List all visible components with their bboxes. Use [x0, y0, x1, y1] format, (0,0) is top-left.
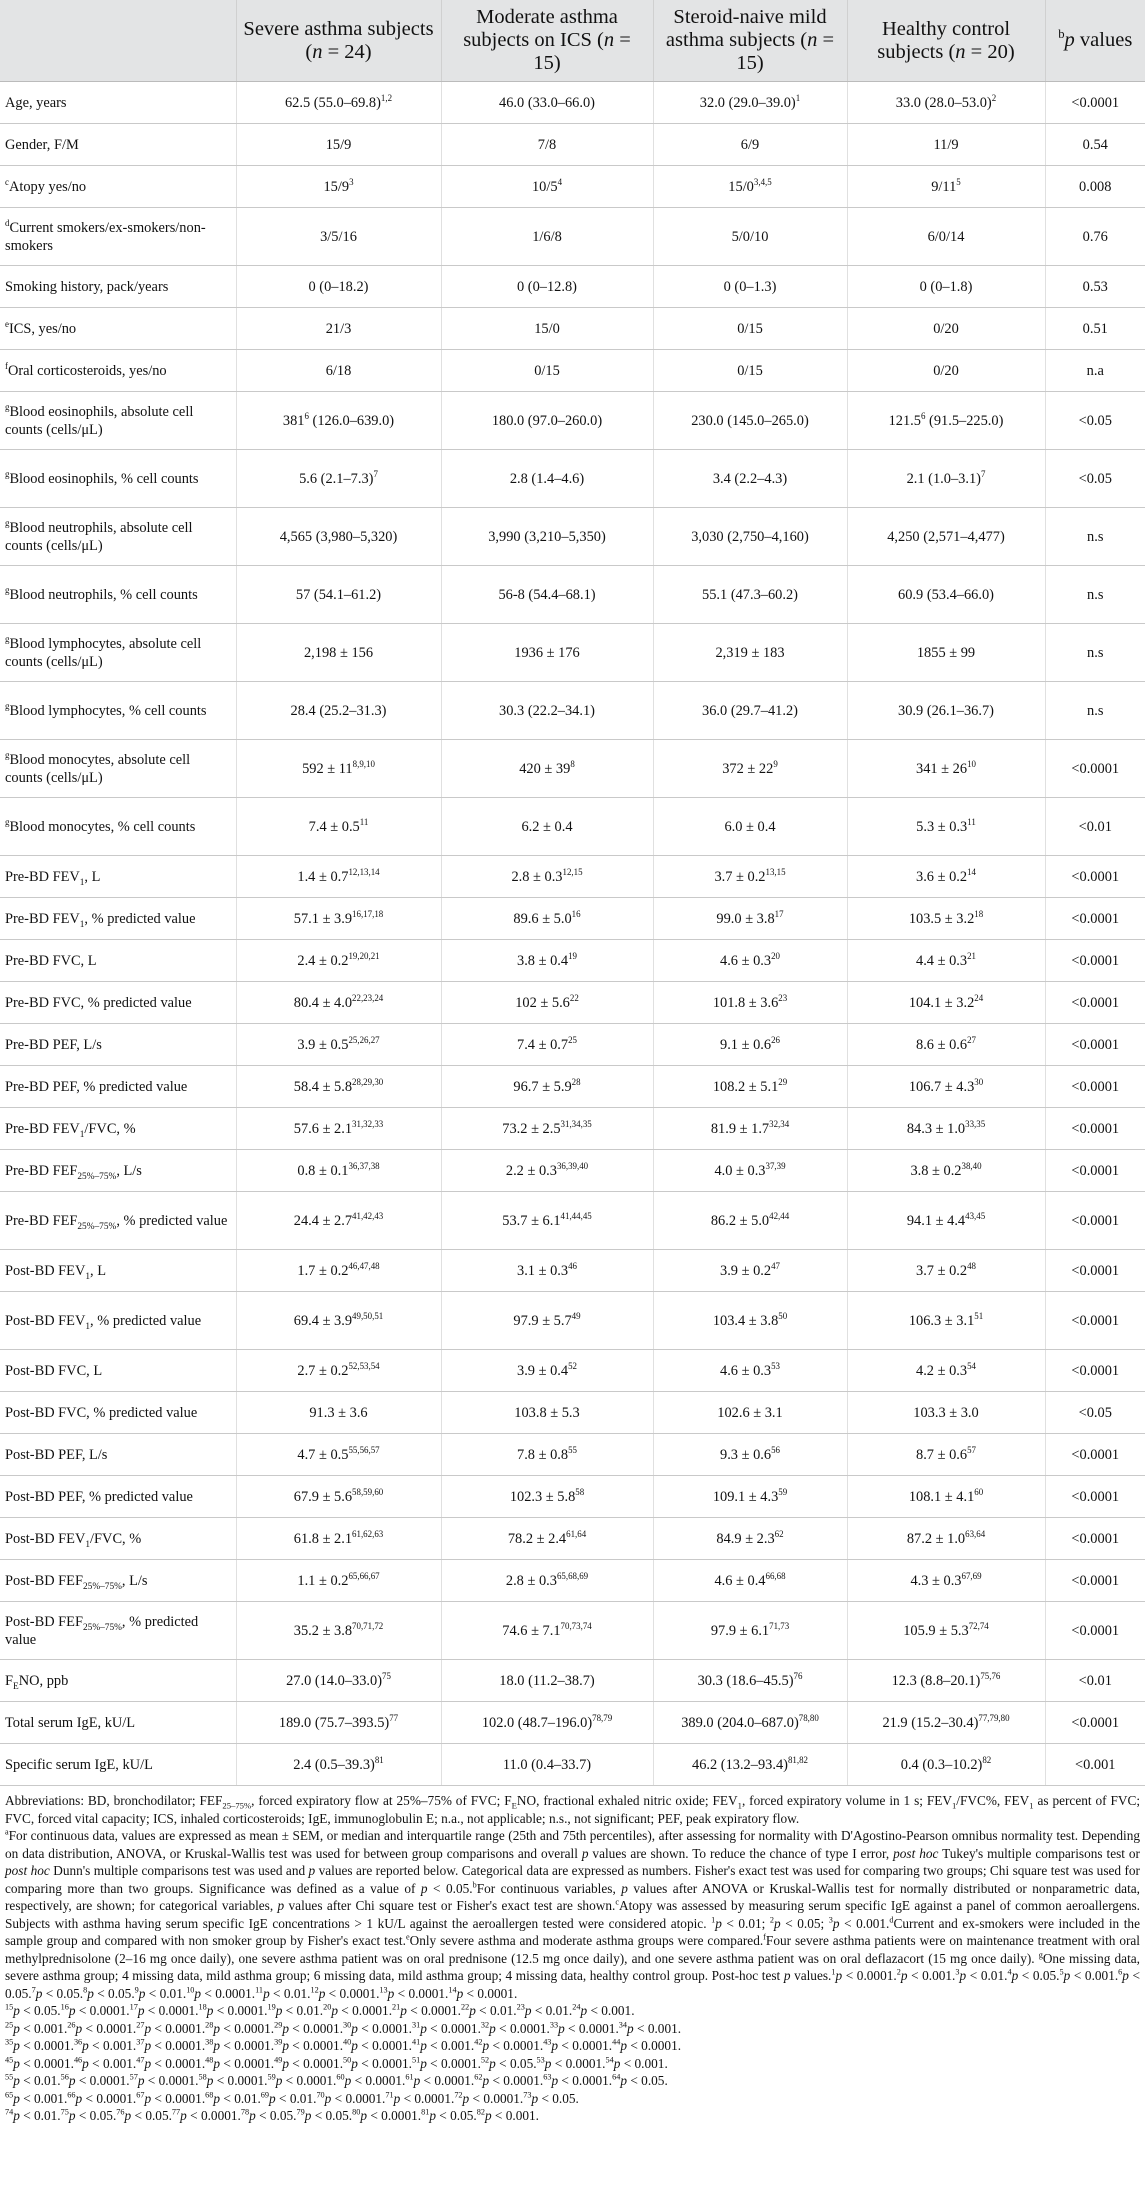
severe-asthma-value: $35.2 \pm 3.8^{70,71,72}$	[236, 1602, 441, 1660]
healthy-control-value: 12.3 $(8.8-20.1)^{75,76}$	[847, 1660, 1045, 1702]
row-label: $^g$Blood monocytes, absolute cell counts (cells/μL)	[0, 740, 236, 798]
healthy-control-value: 121.5$^6$ (91.5–225.0)	[847, 392, 1045, 450]
moderate-asthma-value: 30.3 (22.2–34.1)	[441, 682, 653, 740]
mild-asthma-value: $86.2 \pm 5.0^{42,44}$	[653, 1192, 847, 1250]
mild-asthma-value: 6.0 ± 0.4	[653, 798, 847, 856]
moderate-asthma-value: 18.0 (11.2–38.7)	[441, 1660, 653, 1702]
healthy-control-value: $108.1 \pm 4.1^{60}$	[847, 1476, 1045, 1518]
healthy-control-value: 4,250 (2,571–4,477)	[847, 508, 1045, 566]
healthy-control-value: $341 \pm 26^{10}$	[847, 740, 1045, 798]
healthy-control-value: $8.7 \pm 0.6^{57}$	[847, 1434, 1045, 1476]
severe-asthma-value: $1.4 \pm 0.7^{12,13,14}$	[236, 856, 441, 898]
moderate-asthma-value: 3,990 (3,210–5,350)	[441, 508, 653, 566]
healthy-control-value: 0/20	[847, 308, 1045, 350]
severe-asthma-value: $4.7 \pm 0.5^{55,56,57}$	[236, 1434, 441, 1476]
mild-asthma-value: 389.0 $(204.0-687.0)^{78,80}$	[653, 1702, 847, 1744]
p-value: <0.0001	[1045, 1702, 1145, 1744]
table-row	[0, 682, 1145, 740]
healthy-control-value: $104.1 \pm 3.2^{24}$	[847, 982, 1045, 1024]
row-label: $^c$Atopy yes/no	[0, 166, 236, 208]
mild-asthma-value: $99.0 \pm 3.8^{17}$	[653, 898, 847, 940]
severe-asthma-value: $2.7 \pm 0.2^{52,53,54}$	[236, 1350, 441, 1392]
mild-asthma-value: $9.1 \pm 0.6^{26}$	[653, 1024, 847, 1066]
row-label: Smoking history, pack/years	[0, 266, 236, 308]
table-row	[0, 1350, 1145, 1392]
table-row	[0, 82, 1145, 124]
header-p-values: $^b$p values	[1045, 0, 1145, 82]
healthy-control-value: $4.2 \pm 0.3^{54}$	[847, 1350, 1045, 1392]
table-body	[0, 82, 1145, 1786]
moderate-asthma-value: $3.9 \pm 0.4^{52}$	[441, 1350, 653, 1392]
severe-asthma-value: $80.4 \pm 4.0^{22,23,24}$	[236, 982, 441, 1024]
mild-asthma-value: $4.6 \pm 0.3^{20}$	[653, 940, 847, 982]
p-value: 0.76	[1045, 208, 1145, 266]
moderate-asthma-value: 46.0 (33.0–66.0)	[441, 82, 653, 124]
row-label: $^g$Blood eosinophils, % cell counts	[0, 450, 236, 508]
p-value: <0.05	[1045, 450, 1145, 508]
row-label: $^e$ICS, yes/no	[0, 308, 236, 350]
healthy-control-value: 1855 ± 99	[847, 624, 1045, 682]
healthy-control-value: 11/9	[847, 124, 1045, 166]
header-moderate-asthma: Moderate asthma subjects on ICS (n = 15)	[441, 0, 653, 82]
table-row	[0, 940, 1145, 982]
severe-asthma-value: $3.9 \pm 0.5^{25,26,27}$	[236, 1024, 441, 1066]
severe-asthma-value: $61.8 \pm 2.1^{61,62,63}$	[236, 1518, 441, 1560]
healthy-control-value: $105.9 \pm 5.3^{72,74}$	[847, 1602, 1045, 1660]
severe-asthma-value: 4,565 (3,980–5,320)	[236, 508, 441, 566]
healthy-control-value: $3.6 \pm 0.2^{14}$	[847, 856, 1045, 898]
mild-asthma-value: $101.8 \pm 3.6^{23}$	[653, 982, 847, 1024]
p-value: n.s	[1045, 682, 1145, 740]
row-label: Pre-BD $FEF_{25\%-75\%}$, % predicted value	[0, 1192, 236, 1250]
p-value: n.s	[1045, 566, 1145, 624]
table-row	[0, 1744, 1145, 1786]
mild-asthma-value: $3.7 \pm 0.2^{13,15}$	[653, 856, 847, 898]
severe-asthma-value: $1.1 \pm 0.2^{65,66,67}$	[236, 1560, 441, 1602]
row-label: $^g$Blood neutrophils, absolute cell counts (cells/μL)	[0, 508, 236, 566]
row-label: Post-BD $FEV_1$, % predicted value	[0, 1292, 236, 1350]
moderate-asthma-value: $102.3 \pm 5.8^{58}$	[441, 1476, 653, 1518]
severe-asthma-value: 15/9	[236, 124, 441, 166]
table-row	[0, 208, 1145, 266]
table-row	[0, 1560, 1145, 1602]
mild-asthma-value: $81.9 \pm 1.7^{32,34}$	[653, 1108, 847, 1150]
mild-asthma-value: $109.1 \pm 4.3^{59}$	[653, 1476, 847, 1518]
healthy-control-value: $4.4 \pm 0.3^{21}$	[847, 940, 1045, 982]
mild-asthma-value: 6/9	[653, 124, 847, 166]
header-severe-asthma: Severe asthma subjects (n = 24)	[236, 0, 441, 82]
moderate-asthma-value: $78.2 \pm 2.4^{61,64}$	[441, 1518, 653, 1560]
mild-asthma-value: 15/0$^{3,4,5}$	[653, 166, 847, 208]
header-healthy-control: Healthy control subjects (n = 20)	[847, 0, 1045, 82]
p-value: <0.05	[1045, 1392, 1145, 1434]
row-label: $^g$Blood lymphocytes, absolute cell counts (cells/μL)	[0, 624, 236, 682]
row-label: Pre-BD PEF, L/s	[0, 1024, 236, 1066]
moderate-asthma-value: $73.2 \pm 2.5^{31,34,35}$	[441, 1108, 653, 1150]
table-row	[0, 450, 1145, 508]
row-label: Post-BD FVC, L	[0, 1350, 236, 1392]
table-row	[0, 508, 1145, 566]
table-row	[0, 350, 1145, 392]
severe-asthma-value: 3/5/16	[236, 208, 441, 266]
moderate-asthma-value: $2.2 \pm 0.3^{36,39,40}$	[441, 1150, 653, 1192]
moderate-asthma-value: 103.8 ± 5.3	[441, 1392, 653, 1434]
mild-asthma-value: 230.0 (145.0–265.0)	[653, 392, 847, 450]
row-label: $F_ENO$, ppb	[0, 1660, 236, 1702]
severe-asthma-value: 6/18	[236, 350, 441, 392]
healthy-control-value: $87.2 \pm 1.0^{63,64}$	[847, 1518, 1045, 1560]
header-mild-asthma: Steroid-naive mild asthma subjects (n = 15)	[653, 0, 847, 82]
mild-asthma-value: $9.3 \pm 0.6^{56}$	[653, 1434, 847, 1476]
row-label: Post-BD $FEV_1$, L	[0, 1250, 236, 1292]
row-label: $^f$Oral corticosteroids, yes/no	[0, 350, 236, 392]
moderate-asthma-value: 56-8 (54.4–68.1)	[441, 566, 653, 624]
row-label: Pre-BD $FEF_{25\%-75\%}$, L/s	[0, 1150, 236, 1192]
moderate-asthma-value: $7.8 \pm 0.8^{55}$	[441, 1434, 653, 1476]
healthy-control-value: 21.9 $(15.2-30.4)^{77,79,80}$	[847, 1702, 1045, 1744]
mild-asthma-value: 55.1 (47.3–60.2)	[653, 566, 847, 624]
p-value: 0.53	[1045, 266, 1145, 308]
severe-asthma-value: 21/3	[236, 308, 441, 350]
row-label: $^g$Blood monocytes, % cell counts	[0, 798, 236, 856]
p-value: <0.0001	[1045, 1250, 1145, 1292]
table-row	[0, 740, 1145, 798]
severe-asthma-value: $57.6 \pm 2.1^{31,32,33}$	[236, 1108, 441, 1150]
p-value: 0.54	[1045, 124, 1145, 166]
healthy-control-value: $9/11^5$	[847, 166, 1045, 208]
mild-asthma-value: 0/15	[653, 308, 847, 350]
p-value: <0.0001	[1045, 1024, 1145, 1066]
severe-asthma-value: 27.0 $(14.0-33.0)^{75}$	[236, 1660, 441, 1702]
moderate-asthma-value: 7/8	[441, 124, 653, 166]
moderate-asthma-value: 15/0	[441, 308, 653, 350]
row-label: $^g$Blood neutrophils, % cell counts	[0, 566, 236, 624]
p-value: n.a	[1045, 350, 1145, 392]
moderate-asthma-value: $2.8 \pm 0.3^{65,68,69}$	[441, 1560, 653, 1602]
moderate-asthma-value: $3.8 \pm 0.4^{19}$	[441, 940, 653, 982]
table-row	[0, 898, 1145, 940]
healthy-control-value: $103.5 \pm 3.2^{18}$	[847, 898, 1045, 940]
footnote-methods: $^a$For continuous data, values are expressed as mean ± SEM, or median and interquartile range (25th and 75th percentiles), after assessing for normality with D'Agostino-Pearson omnibus normality test. Depending on data distribution, ANOVA, or Kruskal-Wallis test was used for between group comparisons and overall p values are shown. To reduce the chance of type I error, post hoc Tukey's multiple comparisons test or post hoc Dunn's multiple comparisons test was used and p values are reported below. Categorical data are expressed as numbers. Fisher's exact test was used for comparing two groups; Chi square test was used for comparing more than two groups. Significance was defined as a value of p < 0.05.$^b$For continuous variables, p values after ANOVA or Kruskal-Wallis test for normally distributed or nonparametric data, respectively, are shown; for categorical variables, p values after Chi square test or Fisher's exact test are shown.$^c$Atopy was assessed by measuring serum specific IgE against a panel of common aeroallergens. Subjects with asthma having serum specific IgE concentrations > 1 kU/L against the aeroallergen tested were considered atopic. $^1$p < 0.01; $^2$p < 0.05; $^3$p < 0.001.$^d$Current and ex-smokers were included in the sample group and compared with non smoker group by Fisher's exact test.$^e$Only severe asthma and moderate asthma groups were compared.$^f$Four severe asthma patients were on maintenance treatment with oral methylprednisolone (2–16 mg once daily), one severe asthma patient was on oral prednisone (12.5 mg once daily), and one severe asthma patient was on oral deflazacort (15 mg once daily). $^g$One missing data, severe asthma group; 4 missing data, mild asthma group; 6 missing data, mild asthma group; 4 missing data, healthy control group. Post-hoc test p values.$^1$p < 0.0001.$^2$p < 0.001.$^3$p < 0.01.$^4$p < 0.05.$^5$p < 0.001.$^6$p < 0.05.$^7$p < 0.05.$^8$p < 0.05.$^9$p < 0.01.10p < 0.0001.11p < 0.01.12p < 0.0001.13p < 0.0001.14p < 0.0001.	[5, 1827, 1141, 2001]
p-value: <0.0001	[1045, 1350, 1145, 1392]
healthy-control-value: $3.7 \pm 0.2^{48}$	[847, 1250, 1045, 1292]
table-row	[0, 392, 1145, 450]
mild-asthma-value: $97.9 \pm 6.1^{71,73}$	[653, 1602, 847, 1660]
row-label: $^d$Current smokers/ex-smokers/non-smokers	[0, 208, 236, 266]
row-label: Post-BD PEF, % predicted value	[0, 1476, 236, 1518]
row-label: Pre-BD PEF, % predicted value	[0, 1066, 236, 1108]
severe-asthma-value: $58.4 \pm 5.8^{28,29,30}$	[236, 1066, 441, 1108]
moderate-asthma-value: $74.6 \pm 7.1^{70,73,74}$	[441, 1602, 653, 1660]
table-row	[0, 1192, 1145, 1250]
severe-asthma-value: 189.0 $(75.7-393.5)^{77}$	[236, 1702, 441, 1744]
footnote-line: $^{65}$p < 0.001.66p < 0.0001.67p < 0.0001.68p < 0.01.69p < 0.01.70p < 0.0001.71p < 0.0001.72p < 0.0001.73p < 0.05.	[5, 2090, 579, 2106]
row-label: Pre-BD FVC, L	[0, 940, 236, 982]
healthy-control-value: $84.3 \pm 1.0^{33,35}$	[847, 1108, 1045, 1150]
p-value: <0.0001	[1045, 1476, 1145, 1518]
severe-asthma-value: $67.9 \pm 5.6^{58,59,60}$	[236, 1476, 441, 1518]
row-label: Pre-BD FVC, % predicted value	[0, 982, 236, 1024]
p-value: n.s	[1045, 624, 1145, 682]
severe-asthma-value: $381^6$ (126.0–639.0)	[236, 392, 441, 450]
p-value: 0.008	[1045, 166, 1145, 208]
mild-asthma-value: $4.0 \pm 0.3^{37,39}$	[653, 1150, 847, 1192]
p-value: <0.01	[1045, 1660, 1145, 1702]
table-row	[0, 624, 1145, 682]
healthy-control-value: $8.6 \pm 0.6^{27}$	[847, 1024, 1045, 1066]
healthy-control-value: 0 (0–1.8)	[847, 266, 1045, 308]
row-label: Pre-BD $FEV_1$, % predicted value	[0, 898, 236, 940]
mild-asthma-value: $3.9 \pm 0.2^{47}$	[653, 1250, 847, 1292]
row-label: Gender, F/M	[0, 124, 236, 166]
row-label: Post-BD $FEV_1$/FVC, %	[0, 1518, 236, 1560]
table-row	[0, 1518, 1145, 1560]
mild-asthma-value: 3,030 (2,750–4,160)	[653, 508, 847, 566]
healthy-control-value: 0/20	[847, 350, 1045, 392]
header-variable	[0, 0, 236, 82]
moderate-asthma-value: 11.0 (0.4–33.7)	[441, 1744, 653, 1786]
p-value: <0.0001	[1045, 1108, 1145, 1150]
severe-asthma-value: 28.4 (25.2–31.3)	[236, 682, 441, 740]
mild-asthma-value: $84.9 \pm 2.3^{62}$	[653, 1518, 847, 1560]
moderate-asthma-value: 0 (0–12.8)	[441, 266, 653, 308]
table-header-row	[0, 0, 1145, 82]
row-label: $^g$Blood lymphocytes, % cell counts	[0, 682, 236, 740]
table-row	[0, 1150, 1145, 1192]
moderate-asthma-value: 1936 ± 176	[441, 624, 653, 682]
healthy-control-value: $106.7 \pm 4.3^{30}$	[847, 1066, 1045, 1108]
moderate-asthma-value: 2.8 (1.4–4.6)	[441, 450, 653, 508]
row-label: Post-BD $FEF_{25\%-75\%}$, L/s	[0, 1560, 236, 1602]
healthy-control-value: 60.9 (53.4–66.0)	[847, 566, 1045, 624]
p-value: <0.0001	[1045, 1560, 1145, 1602]
severe-asthma-value: $1.7 \pm 0.2^{46,47,48}$	[236, 1250, 441, 1292]
p-value: <0.0001	[1045, 856, 1145, 898]
moderate-asthma-value: 0/15	[441, 350, 653, 392]
p-value: <0.01	[1045, 798, 1145, 856]
row-label: Total serum IgE, kU/L	[0, 1702, 236, 1744]
moderate-asthma-value: $96.7 \pm 5.9^{28}$	[441, 1066, 653, 1108]
moderate-asthma-value: 180.0 (97.0–260.0)	[441, 392, 653, 450]
row-label: Pre-BD $FEV_1$, L	[0, 856, 236, 898]
healthy-control-value: 2.1 $(1.0-3.1)^7$	[847, 450, 1045, 508]
severe-asthma-value: 5.6 $(2.1-7.3)^7$	[236, 450, 441, 508]
p-value: <0.0001	[1045, 1292, 1145, 1350]
mild-asthma-value: 5/0/10	[653, 208, 847, 266]
p-value: <0.0001	[1045, 1434, 1145, 1476]
severe-asthma-value: 2.4 $(0.5-39.3)^{81}$	[236, 1744, 441, 1786]
healthy-control-value: $94.1 \pm 4.4^{43,45}$	[847, 1192, 1045, 1250]
severe-asthma-value: $69.4 \pm 3.9^{49,50,51}$	[236, 1292, 441, 1350]
healthy-control-value: 0.4 $(0.3-10.2)^{82}$	[847, 1744, 1045, 1786]
p-value: <0.0001	[1045, 1192, 1145, 1250]
table-row	[0, 124, 1145, 166]
severe-asthma-value: $0.8 \pm 0.1^{36,37,38}$	[236, 1150, 441, 1192]
footnote-line: $^{55}$p < 0.01.56p < 0.0001.57p < 0.0001.58p < 0.0001.59p < 0.0001.60p < 0.0001.61p < 0.0001.62p < 0.0001.63p < 0.0001.64p < 0.05.	[5, 2072, 668, 2088]
mild-asthma-value: $4.6 \pm 0.3^{53}$	[653, 1350, 847, 1392]
severe-asthma-value: 91.3 ± 3.6	[236, 1392, 441, 1434]
footnote-abbreviations: Abbreviations: BD, bronchodilator; $FEF_{25-75\%}$, forced expiratory flow at 25%–75% of FVC; $F_ENO$, fractional exhaled nitric oxide; $FEV_1$, forced expiratory volume in 1 s; $FEV_1/FVC\%$, $FEV_1$ as percent of FVC; FVC, forced vital capacity; ICS, inhaled corticosteroids; IgE, immunoglobulin E; n.a., not applicable; n.s., not significant; PEF, peak expiratory flow.	[5, 1793, 1141, 1826]
moderate-asthma-value: $53.7 \pm 6.1^{41,44,45}$	[441, 1192, 653, 1250]
table-row	[0, 1660, 1145, 1702]
table-row	[0, 566, 1145, 624]
moderate-asthma-value: $89.6 \pm 5.0^{16}$	[441, 898, 653, 940]
table-row	[0, 982, 1145, 1024]
severe-asthma-value: $2.4 \pm 0.2^{19,20,21}$	[236, 940, 441, 982]
table-row	[0, 798, 1145, 856]
table-row	[0, 1250, 1145, 1292]
severe-asthma-value: $7.4 \pm 0.5^{11}$	[236, 798, 441, 856]
severe-asthma-value: 0 (0–18.2)	[236, 266, 441, 308]
moderate-asthma-value: 102.0 $(48.7-196.0)^{78,79}$	[441, 1702, 653, 1744]
footnote-line: $^{25}$p < 0.001.26p < 0.0001.27p < 0.0001.28p < 0.0001.29p < 0.0001.30p < 0.0001.31p < 0.0001.32p < 0.0001.33p < 0.0001.34p < 0.001.	[5, 2020, 682, 2036]
healthy-control-value: 33.0 $(28.0-53.0)^2$	[847, 82, 1045, 124]
p-value: <0.0001	[1045, 1602, 1145, 1660]
row-label: Post-BD FVC, % predicted value	[0, 1392, 236, 1434]
severe-asthma-value: 57 (54.1–61.2)	[236, 566, 441, 624]
table-row	[0, 266, 1145, 308]
mild-asthma-value: 46.2 $(13.2-93.4)^{81,82}$	[653, 1744, 847, 1786]
p-value: n.s	[1045, 508, 1145, 566]
table-row	[0, 1392, 1145, 1434]
footnote-line: $^{74}$p < 0.01.75p < 0.05.76p < 0.05.77p < 0.0001.78p < 0.05.79p < 0.05.80p < 0.0001.81p < 0.05.82p < 0.001.	[5, 2107, 539, 2123]
row-label: Post-BD $FEF_{25\%-75\%}$, % predicted value	[0, 1602, 236, 1660]
mild-asthma-value: 30.3 $(18.6-45.5)^{76}$	[653, 1660, 847, 1702]
mild-asthma-value: $108.2 \pm 5.1^{29}$	[653, 1066, 847, 1108]
table-row	[0, 1476, 1145, 1518]
healthy-control-value: $5.3 \pm 0.3^{11}$	[847, 798, 1045, 856]
footnote-line: $^{45}$p < 0.0001.46p < 0.001.47p < 0.0001.48p < 0.0001.49p < 0.0001.50p < 0.0001.51p < 0.0001.52p < 0.05.53p < 0.0001.54p < 0.001.	[5, 2055, 668, 2071]
moderate-asthma-value: $10/5^4$	[441, 166, 653, 208]
row-label: Pre-BD $FEV_1$/FVC, %	[0, 1108, 236, 1150]
p-value: <0.0001	[1045, 940, 1145, 982]
p-value: <0.0001	[1045, 982, 1145, 1024]
p-value: <0.0001	[1045, 1066, 1145, 1108]
p-value: <0.001	[1045, 1744, 1145, 1786]
severe-asthma-value: 2,198 ± 156	[236, 624, 441, 682]
p-value: <0.05	[1045, 392, 1145, 450]
table-row	[0, 308, 1145, 350]
healthy-control-value: 30.9 (26.1–36.7)	[847, 682, 1045, 740]
healthy-control-value: $3.8 \pm 0.2^{38,40}$	[847, 1150, 1045, 1192]
table-row	[0, 1108, 1145, 1150]
p-value: 0.51	[1045, 308, 1145, 350]
p-value: <0.0001	[1045, 898, 1145, 940]
mild-asthma-value: $4.6 \pm 0.4^{66,68}$	[653, 1560, 847, 1602]
table-row	[0, 1066, 1145, 1108]
mild-asthma-value: 3.4 (2.2–4.3)	[653, 450, 847, 508]
mild-asthma-value: 0/15	[653, 350, 847, 392]
row-label: $^g$Blood eosinophils, absolute cell counts (cells/μL)	[0, 392, 236, 450]
p-value: <0.0001	[1045, 1518, 1145, 1560]
row-label: Specific serum IgE, kU/L	[0, 1744, 236, 1786]
moderate-asthma-value: $102 \pm 5.6^{22}$	[441, 982, 653, 1024]
footnote-line: $^{15}$p < 0.05.16p < 0.0001.17p < 0.0001.18p < 0.0001.19p < 0.01.20p < 0.0001.21p < 0.0001.22p < 0.01.23p < 0.01.24p < 0.001.	[5, 2002, 635, 2018]
p-value: <0.0001	[1045, 1150, 1145, 1192]
mild-asthma-value: 102.6 ± 3.1	[653, 1392, 847, 1434]
moderate-asthma-value: $7.4 \pm 0.7^{25}$	[441, 1024, 653, 1066]
footnote-posthoc-p-values	[5, 2002, 1140, 2125]
table-row	[0, 1602, 1145, 1660]
healthy-control-value: 6/0/14	[847, 208, 1045, 266]
moderate-asthma-value: $420 \pm 39^8$	[441, 740, 653, 798]
row-label: Post-BD PEF, L/s	[0, 1434, 236, 1476]
table-row	[0, 1024, 1145, 1066]
table-row	[0, 1434, 1145, 1476]
mild-asthma-value: 36.0 (29.7–41.2)	[653, 682, 847, 740]
moderate-asthma-value: 6.2 ± 0.4	[441, 798, 653, 856]
mild-asthma-value: 0 (0–1.3)	[653, 266, 847, 308]
table-row	[0, 1702, 1145, 1744]
mild-asthma-value: 32.0 $(29.0-39.0)^1$	[653, 82, 847, 124]
moderate-asthma-value: $97.9 \pm 5.7^{49}$	[441, 1292, 653, 1350]
moderate-asthma-value: $3.1 \pm 0.3^{46}$	[441, 1250, 653, 1292]
table-footnotes	[0, 1786, 1145, 2125]
moderate-asthma-value: 1/6/8	[441, 208, 653, 266]
mild-asthma-value: $103.4 \pm 3.8^{50}$	[653, 1292, 847, 1350]
table-row	[0, 856, 1145, 898]
severe-asthma-value: $57.1 \pm 3.9^{16,17,18}$	[236, 898, 441, 940]
severe-asthma-value: $592 \pm 11^{8,9,10}$	[236, 740, 441, 798]
p-value: <0.0001	[1045, 82, 1145, 124]
healthy-control-value: $106.3 \pm 3.1^{51}$	[847, 1292, 1045, 1350]
row-label: Age, years	[0, 82, 236, 124]
table-row	[0, 166, 1145, 208]
moderate-asthma-value: $2.8 \pm 0.3^{12,15}$	[441, 856, 653, 898]
mild-asthma-value: $372 \pm 22^9$	[653, 740, 847, 798]
mild-asthma-value: 2,319 ± 183	[653, 624, 847, 682]
severe-asthma-value: $24.4 \pm 2.7^{41,42,43}$	[236, 1192, 441, 1250]
severe-asthma-value: 62.5 $(55.0-69.8)^{1,2}$	[236, 82, 441, 124]
footnote-line: $^{35}$p < 0.0001.36p < 0.001.37p < 0.0001.38p < 0.0001.39p < 0.0001.40p < 0.0001.41p < 0.001.42p < 0.0001.43p < 0.0001.44p < 0.0001.	[5, 2037, 682, 2053]
healthy-control-value: 103.3 ± 3.0	[847, 1392, 1045, 1434]
p-value: <0.0001	[1045, 740, 1145, 798]
table-row	[0, 1292, 1145, 1350]
severe-asthma-value: $15/9^3$	[236, 166, 441, 208]
healthy-control-value: $4.3 \pm 0.3^{67,69}$	[847, 1560, 1045, 1602]
